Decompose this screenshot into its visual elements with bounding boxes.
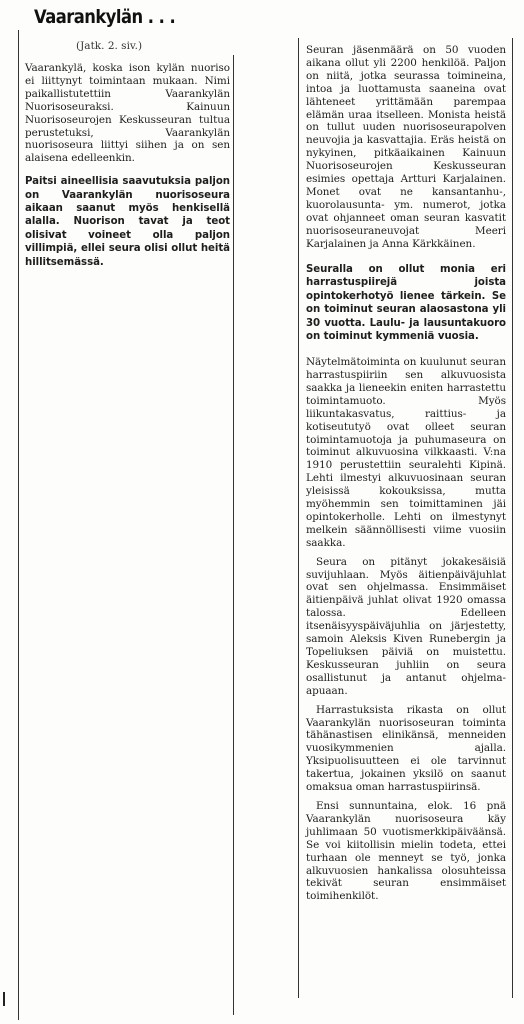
continued-note: (Jatk. 2. siv.) [76, 40, 143, 52]
left-column-rule [18, 30, 19, 1020]
right-paragraph-4: Harrastuksista rikasta on ollut Vaarankylän nuorisoseuran toiminta tähänastisen elinikänsä, menneiden vuosikymmenien ajalla. Yksipuolisuutteen ei ole tarvinnut takertua, jokainen yksilö on saanut omaksua oman harrastuspiirinsä. [306, 703, 506, 794]
right-paragraph-1: Seuran jäsenmäärä on 50 vuoden aikana ollut yli 2200 henkilöä. Paljon on niitä, jotka seurassa toimineina, intoa ja luottamusta saaneina ovat lähteneet yrittämään parempaa elämän uraa itselleen. Monista heistä on tullut uuden nuorisoseurapolven neuvojia ja kasvattajia. Eräs heistä on nykyinen, pitkäaikainen Kainuun Nuorisoseurojen Keskusseuran esimies opettaja Artturi Karjalainen. Monet ovat ne kansantanhu-, kuorolausunta- ym. numerot, jotka ovat ohjanneet oman seuran kasvatit nuorisoseuraneuvojat Meeri Karjalainen ja Anna Kärkkäinen. [306, 44, 506, 250]
center-column-rule [233, 55, 234, 1015]
right-bold-paragraph: Seuralla on ollut monia eri harrastuspiirejä joista opintokerhotyö lienee tärkein. Se on toiminut seuran alaosastona yli 30 vuotta. Laulu- ja lausuntakuoro on toiminut kymmeniä vuosia. [306, 263, 506, 343]
article-headline: Vaarankylän . . . [34, 6, 176, 28]
right-paragraph-2: Näytelmätoiminta on kuulunut seuran harrastuspiiriin sen alkuvuosista saakka ja lieneekin eniten harrastettu toimintamuoto. Myös liikuntakasvatus, raittius- ja kotiseututyö ovat olleet seuran toimintamuotoja ja puhumaseura on toiminut alkuvuosina vilkkaasti. V:na 1910 perustettiin seuralehti Kipinä. Lehti ilmestyi alkuvuosinaan seuran yleisissä kokouksissa, mutta myöhemmin sen toimittaminen jäi opintokerholle. Lehti on ilmestynyt melkein säännöllisesti viime vuosiin saakka. [306, 356, 506, 549]
right-paragraph-3: Seura on pitänyt jokakesäisiä suvijuhlaan. Myös äitienpäiväjuhlat ovat sen ohjelmassa. Ensimmäiset äitienpäivä juhlat olivat 1920 omassa talossa. Edelleen itsenäisyyspäiväjuhlia on järjestetty, samoin Aleksis Kiven Runebergin ja Topeliuksen päiviä on muistettu. Keskusseuran juhliin on seura osallistunut ja antanut ohjelma-apuaan. [306, 555, 506, 697]
left-paragraph-1: Vaarankylä, koska ison kylän nuoriso ei liittynyt toimintaan mukaan. Nimi paikallistutettiin Vaarankylän Nuorisoseuraksi. Kainuun Nuorisoseurojen Keskusseuran tultua perustetuksi, Vaarankylän nuorisoseura liittyi siihen ja on sen alaisena edelleenkin. [25, 62, 230, 165]
right-column [306, 44, 506, 904]
left-column [25, 62, 230, 270]
right-paragraph-5: Ensi sunnuntaina, elok. 16 pnä Vaarankylän nuorisoseura käy juhlimaan 50 vuotismerkkipäiväänsä. Se voi kiitollisin mielin todeta, ettei turhaan ole menneyt se työ, jonka alkuvuosien hankalissa olosuhteissa tekivät seuran ensimmäiset toimihenkilöt. [306, 799, 506, 903]
right-column-left-rule [298, 38, 299, 998]
left-bold-paragraph: Paitsi aineellisia saavutuksia paljon on Vaarankylän nuorisoseura aikaan saanut myös henkisellä alalla. Nuorison tavat ja teot olisivat voineet olla paljon villimpiä, ellei seura olisi ollut heitä hillitsemässä. [25, 176, 230, 268]
right-column-right-rule [512, 38, 513, 998]
margin-tick-mark [3, 992, 5, 1006]
